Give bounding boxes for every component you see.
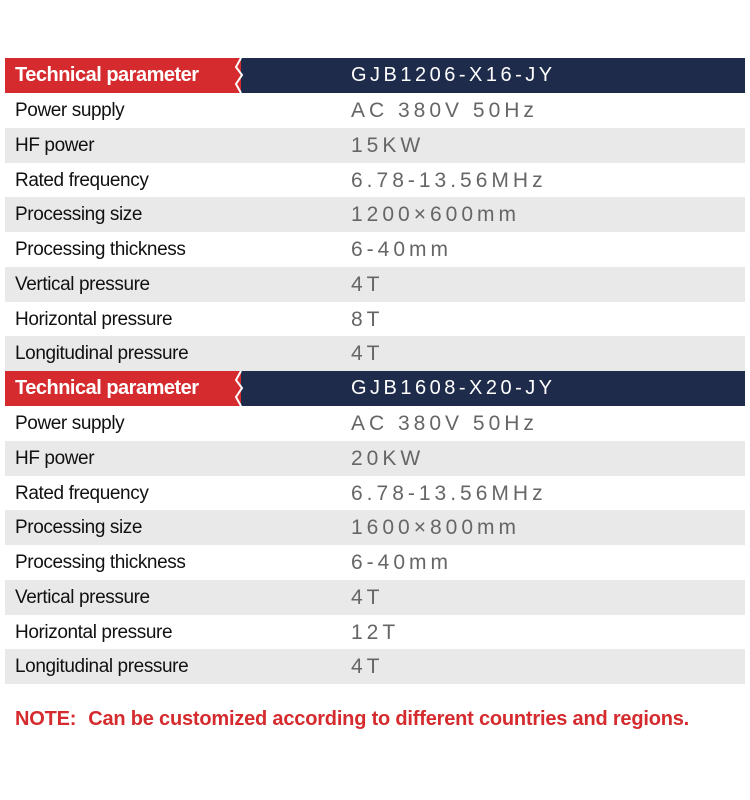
customization-note [15, 708, 689, 731]
param-label: Horizontal pressure [15, 308, 173, 330]
param-label: Horizontal pressure [15, 621, 173, 643]
param-value: AC 380V 50Hz [351, 412, 538, 435]
header-title: Technical parameter [15, 64, 199, 86]
param-label: Vertical pressure [15, 273, 150, 295]
param-value: 20KW [351, 446, 425, 470]
table-row [5, 302, 745, 337]
param-label: HF power [15, 134, 95, 156]
spec-table-2 [5, 371, 745, 684]
param-label: Power supply [15, 413, 125, 434]
param-value: 4T [351, 585, 384, 609]
note-label: NOTE: [15, 708, 77, 730]
table-row [5, 336, 745, 371]
table-row [5, 197, 745, 232]
table-row [5, 545, 745, 580]
param-value: 6-40mm [351, 238, 453, 261]
table-header [5, 371, 745, 406]
param-value: 4T [351, 655, 384, 679]
table-row [5, 615, 745, 650]
table-row [5, 476, 745, 511]
param-value: 6-40mm [351, 551, 453, 574]
param-label: Processing thickness [15, 552, 186, 573]
table-row [5, 649, 745, 684]
param-value: 1600×800mm [351, 516, 521, 540]
table-row [5, 580, 745, 615]
param-label: Rated frequency [15, 482, 149, 504]
model-number: GJB1608-X20-JY [351, 377, 556, 399]
param-value: 12T [351, 620, 400, 644]
table-row [5, 163, 745, 198]
param-label: Longitudinal pressure [15, 656, 189, 678]
param-value: AC 380V 50Hz [351, 99, 538, 122]
note-text: Can be customized according to different countries and regions. [88, 708, 690, 730]
param-label: Rated frequency [15, 169, 149, 191]
table-row [5, 232, 745, 267]
param-label: HF power [15, 447, 95, 469]
param-value: 15KW [351, 133, 425, 157]
param-value: 6.78-13.56MHz [351, 168, 547, 192]
param-value: 4T [351, 342, 384, 366]
param-label: Processing thickness [15, 239, 186, 260]
header-title: Technical parameter [15, 377, 199, 399]
zigzag-divider-icon [229, 58, 249, 93]
param-label: Longitudinal pressure [15, 343, 189, 365]
zigzag-divider-icon [229, 371, 249, 406]
param-value: 4T [351, 272, 384, 296]
param-value: 8T [351, 307, 384, 331]
param-label: Processing size [15, 517, 143, 539]
table-row [5, 406, 745, 441]
param-label: Power supply [15, 100, 125, 121]
table-row [5, 510, 745, 545]
table-row [5, 93, 745, 128]
spec-table-1 [5, 58, 745, 371]
table-header [5, 58, 745, 93]
model-number: GJB1206-X16-JY [351, 64, 556, 86]
param-label: Processing size [15, 204, 143, 226]
table-row [5, 441, 745, 476]
table-row [5, 267, 745, 302]
param-value: 6.78-13.56MHz [351, 481, 547, 505]
table-row [5, 128, 745, 163]
param-label: Vertical pressure [15, 586, 150, 608]
param-value: 1200×600mm [351, 203, 521, 227]
